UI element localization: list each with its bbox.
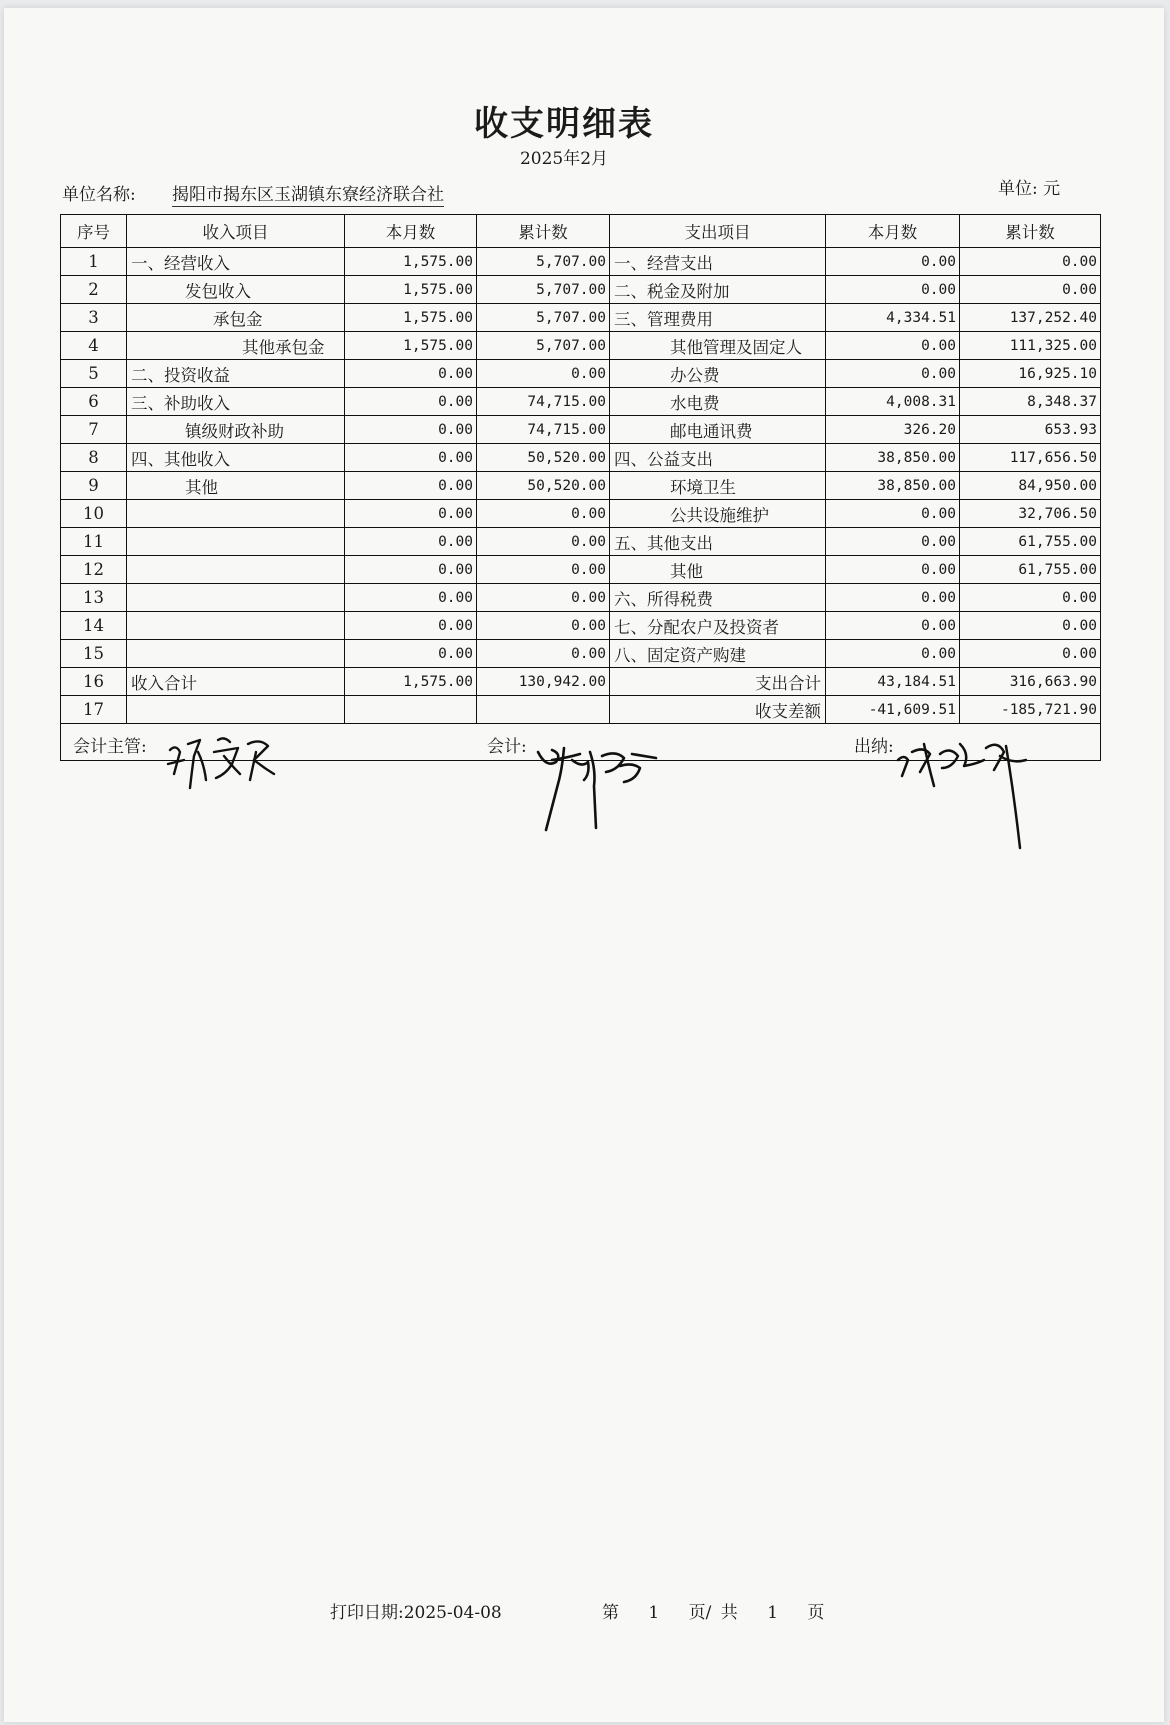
page-number: 1 bbox=[648, 1603, 660, 1623]
expense-month: 0.00 bbox=[826, 640, 960, 668]
table-row bbox=[61, 388, 1101, 416]
row-seq: 10 bbox=[61, 500, 127, 528]
income-item bbox=[127, 528, 345, 556]
row-seq: 11 bbox=[61, 528, 127, 556]
expense-cumulative: 653.93 bbox=[960, 416, 1101, 444]
income-item bbox=[127, 640, 345, 668]
row-seq: 4 bbox=[61, 332, 127, 360]
table-row bbox=[61, 472, 1101, 500]
expense-item: 其他 bbox=[610, 556, 826, 584]
expense-item: 二、税金及附加 bbox=[610, 276, 826, 304]
table-row bbox=[61, 416, 1101, 444]
expense-cumulative: 117,656.50 bbox=[960, 444, 1101, 472]
expense-item: 六、所得税费 bbox=[610, 584, 826, 612]
income-cumulative: 0.00 bbox=[477, 500, 610, 528]
row-seq: 9 bbox=[61, 472, 127, 500]
header-expense-cumulative: 累计数 bbox=[960, 215, 1101, 248]
expense-cumulative: 0.00 bbox=[960, 276, 1101, 304]
table-row bbox=[61, 612, 1101, 640]
table-row bbox=[61, 640, 1101, 668]
table-row bbox=[61, 500, 1101, 528]
expense-cumulative: 0.00 bbox=[960, 640, 1101, 668]
expense-item: 三、管理费用 bbox=[610, 304, 826, 332]
income-cumulative: 50,520.00 bbox=[477, 472, 610, 500]
expense-item: 其他管理及固定人 bbox=[610, 332, 826, 360]
expense-total-label: 支出合计 bbox=[610, 668, 826, 696]
row-seq: 6 bbox=[61, 388, 127, 416]
income-month: 0.00 bbox=[345, 444, 477, 472]
table-row bbox=[61, 332, 1101, 360]
expense-cumulative: 0.00 bbox=[960, 584, 1101, 612]
expense-item: 一、经营支出 bbox=[610, 248, 826, 276]
income-month: 0.00 bbox=[345, 472, 477, 500]
income-month: 1,575.00 bbox=[345, 248, 477, 276]
income-month-total: 1,575.00 bbox=[345, 668, 477, 696]
accountant-label: 会计: bbox=[487, 737, 527, 757]
expense-month: 0.00 bbox=[826, 556, 960, 584]
expense-item: 办公费 bbox=[610, 360, 826, 388]
table-row bbox=[61, 248, 1101, 276]
expense-item: 公共设施维护 bbox=[610, 500, 826, 528]
accountant-signature bbox=[532, 740, 662, 836]
header-income-cumulative: 累计数 bbox=[477, 215, 610, 248]
income-item: 四、其他收入 bbox=[127, 444, 345, 472]
income-cumulative: 0.00 bbox=[477, 612, 610, 640]
table-row bbox=[61, 304, 1101, 332]
org-name: 揭阳市揭东区玉湖镇东寮经济联合社 bbox=[172, 180, 444, 207]
table-row bbox=[61, 556, 1101, 584]
row-seq: 5 bbox=[61, 360, 127, 388]
row-seq: 3 bbox=[61, 304, 127, 332]
income-month: 0.00 bbox=[345, 360, 477, 388]
expense-month: 38,850.00 bbox=[826, 444, 960, 472]
income-item: 其他承包金 bbox=[127, 332, 345, 360]
document-title: 收支明细表 bbox=[474, 104, 654, 144]
expense-month: 0.00 bbox=[826, 248, 960, 276]
income-month: 0.00 bbox=[345, 640, 477, 668]
row-seq: 8 bbox=[61, 444, 127, 472]
income-item: 二、投资收益 bbox=[127, 360, 345, 388]
expense-cumulative: 0.00 bbox=[960, 248, 1101, 276]
income-month: 1,575.00 bbox=[345, 276, 477, 304]
income-cumulative: 0.00 bbox=[477, 640, 610, 668]
income-month: 0.00 bbox=[345, 500, 477, 528]
income-month: 1,575.00 bbox=[345, 332, 477, 360]
income-item: 三、补助收入 bbox=[127, 388, 345, 416]
expense-month: 0.00 bbox=[826, 584, 960, 612]
income-month: 1,575.00 bbox=[345, 304, 477, 332]
page-suffix: 页 bbox=[807, 1603, 825, 1623]
expense-cumulative: 61,755.00 bbox=[960, 528, 1101, 556]
expense-item: 水电费 bbox=[610, 388, 826, 416]
expense-cumulative: 61,755.00 bbox=[960, 556, 1101, 584]
expense-month: 0.00 bbox=[826, 360, 960, 388]
income-item bbox=[127, 584, 345, 612]
cashier-label: 出纳: bbox=[854, 737, 894, 757]
row-seq: 2 bbox=[61, 276, 127, 304]
row-seq: 7 bbox=[61, 416, 127, 444]
expense-month: 326.20 bbox=[826, 416, 960, 444]
balance-label: 收支差额 bbox=[610, 696, 826, 724]
expense-month: 0.00 bbox=[826, 612, 960, 640]
header-income-item: 收入项目 bbox=[127, 215, 345, 248]
income-item: 一、经营收入 bbox=[127, 248, 345, 276]
income-item: 镇级财政补助 bbox=[127, 416, 345, 444]
header-seq: 序号 bbox=[61, 215, 127, 248]
expense-item: 八、固定资产购建 bbox=[610, 640, 826, 668]
header-income-month: 本月数 bbox=[345, 215, 477, 248]
expense-month-total: 43,184.51 bbox=[826, 668, 960, 696]
page-prefix: 第 bbox=[602, 1603, 619, 1623]
expense-cumulative: 0.00 bbox=[960, 612, 1101, 640]
row-seq: 1 bbox=[61, 248, 127, 276]
expense-item: 邮电通讯费 bbox=[610, 416, 826, 444]
supervisor-label: 会计主管: bbox=[73, 737, 147, 757]
income-month bbox=[345, 696, 477, 724]
document-sheet bbox=[4, 8, 1164, 1722]
income-item: 其他 bbox=[127, 472, 345, 500]
expense-cumulative-total: 316,663.90 bbox=[960, 668, 1101, 696]
income-cumulative: 0.00 bbox=[477, 360, 610, 388]
row-seq: 13 bbox=[61, 584, 127, 612]
income-cumulative: 5,707.00 bbox=[477, 332, 610, 360]
expense-cumulative: 111,325.00 bbox=[960, 332, 1101, 360]
income-item bbox=[127, 612, 345, 640]
expense-cumulative: 16,925.10 bbox=[960, 360, 1101, 388]
org-label: 单位名称: bbox=[62, 185, 136, 205]
expense-cumulative: 32,706.50 bbox=[960, 500, 1101, 528]
income-item bbox=[127, 556, 345, 584]
income-month: 0.00 bbox=[345, 388, 477, 416]
table-row bbox=[61, 360, 1101, 388]
income-total-label: 收入合计 bbox=[127, 668, 345, 696]
expense-item: 七、分配农户及投资者 bbox=[610, 612, 826, 640]
page-total: 1 bbox=[767, 1603, 779, 1623]
page-middle: 页/ 共 bbox=[688, 1603, 738, 1623]
expense-month: 38,850.00 bbox=[826, 472, 960, 500]
unit-label: 单位: 元 bbox=[998, 179, 1061, 199]
table-header-row bbox=[61, 215, 1101, 248]
header-expense-item: 支出项目 bbox=[610, 215, 826, 248]
expense-month: 0.00 bbox=[826, 500, 960, 528]
expense-month: 4,008.31 bbox=[826, 388, 960, 416]
expense-month: 0.00 bbox=[826, 528, 960, 556]
income-cumulative: 0.00 bbox=[477, 584, 610, 612]
expense-item: 四、公益支出 bbox=[610, 444, 826, 472]
total-row bbox=[61, 668, 1101, 696]
balance-row bbox=[61, 696, 1101, 724]
income-month: 0.00 bbox=[345, 612, 477, 640]
expense-cumulative: 8,348.37 bbox=[960, 388, 1101, 416]
income-item bbox=[127, 500, 345, 528]
report-period: 2025年2月 bbox=[519, 149, 609, 169]
header-expense-month: 本月数 bbox=[826, 215, 960, 248]
income-item: 承包金 bbox=[127, 304, 345, 332]
income-month: 0.00 bbox=[345, 528, 477, 556]
row-seq: 12 bbox=[61, 556, 127, 584]
expense-item: 五、其他支出 bbox=[610, 528, 826, 556]
income-cumulative: 5,707.00 bbox=[477, 248, 610, 276]
cashier-signature bbox=[894, 734, 1044, 850]
table-row bbox=[61, 276, 1101, 304]
income-cumulative: 0.00 bbox=[477, 556, 610, 584]
balance-cumulative: -185,721.90 bbox=[960, 696, 1101, 724]
income-month: 0.00 bbox=[345, 416, 477, 444]
income-cumulative bbox=[477, 696, 610, 724]
table-row bbox=[61, 444, 1101, 472]
income-cumulative-total: 130,942.00 bbox=[477, 668, 610, 696]
income-month: 0.00 bbox=[345, 584, 477, 612]
income-cumulative: 50,520.00 bbox=[477, 444, 610, 472]
income-cumulative: 74,715.00 bbox=[477, 388, 610, 416]
expense-cumulative: 84,950.00 bbox=[960, 472, 1101, 500]
income-item bbox=[127, 696, 345, 724]
ledger-table bbox=[60, 214, 1101, 761]
expense-item: 环境卫生 bbox=[610, 472, 826, 500]
balance-month: -41,609.51 bbox=[826, 696, 960, 724]
row-seq: 14 bbox=[61, 612, 127, 640]
row-seq: 17 bbox=[61, 696, 127, 724]
page-indicator bbox=[602, 1598, 844, 1623]
income-cumulative: 0.00 bbox=[477, 528, 610, 556]
table-row bbox=[61, 528, 1101, 556]
supervisor-signature bbox=[164, 730, 284, 800]
income-item: 发包收入 bbox=[127, 276, 345, 304]
table-row bbox=[61, 584, 1101, 612]
expense-month: 0.00 bbox=[826, 276, 960, 304]
print-date: 打印日期:2025-04-08 bbox=[330, 1603, 502, 1623]
expense-cumulative: 137,252.40 bbox=[960, 304, 1101, 332]
row-seq: 16 bbox=[61, 668, 127, 696]
income-cumulative: 5,707.00 bbox=[477, 276, 610, 304]
income-cumulative: 5,707.00 bbox=[477, 304, 610, 332]
row-seq: 15 bbox=[61, 640, 127, 668]
expense-month: 0.00 bbox=[826, 332, 960, 360]
income-cumulative: 74,715.00 bbox=[477, 416, 610, 444]
income-month: 0.00 bbox=[345, 556, 477, 584]
expense-month: 4,334.51 bbox=[826, 304, 960, 332]
